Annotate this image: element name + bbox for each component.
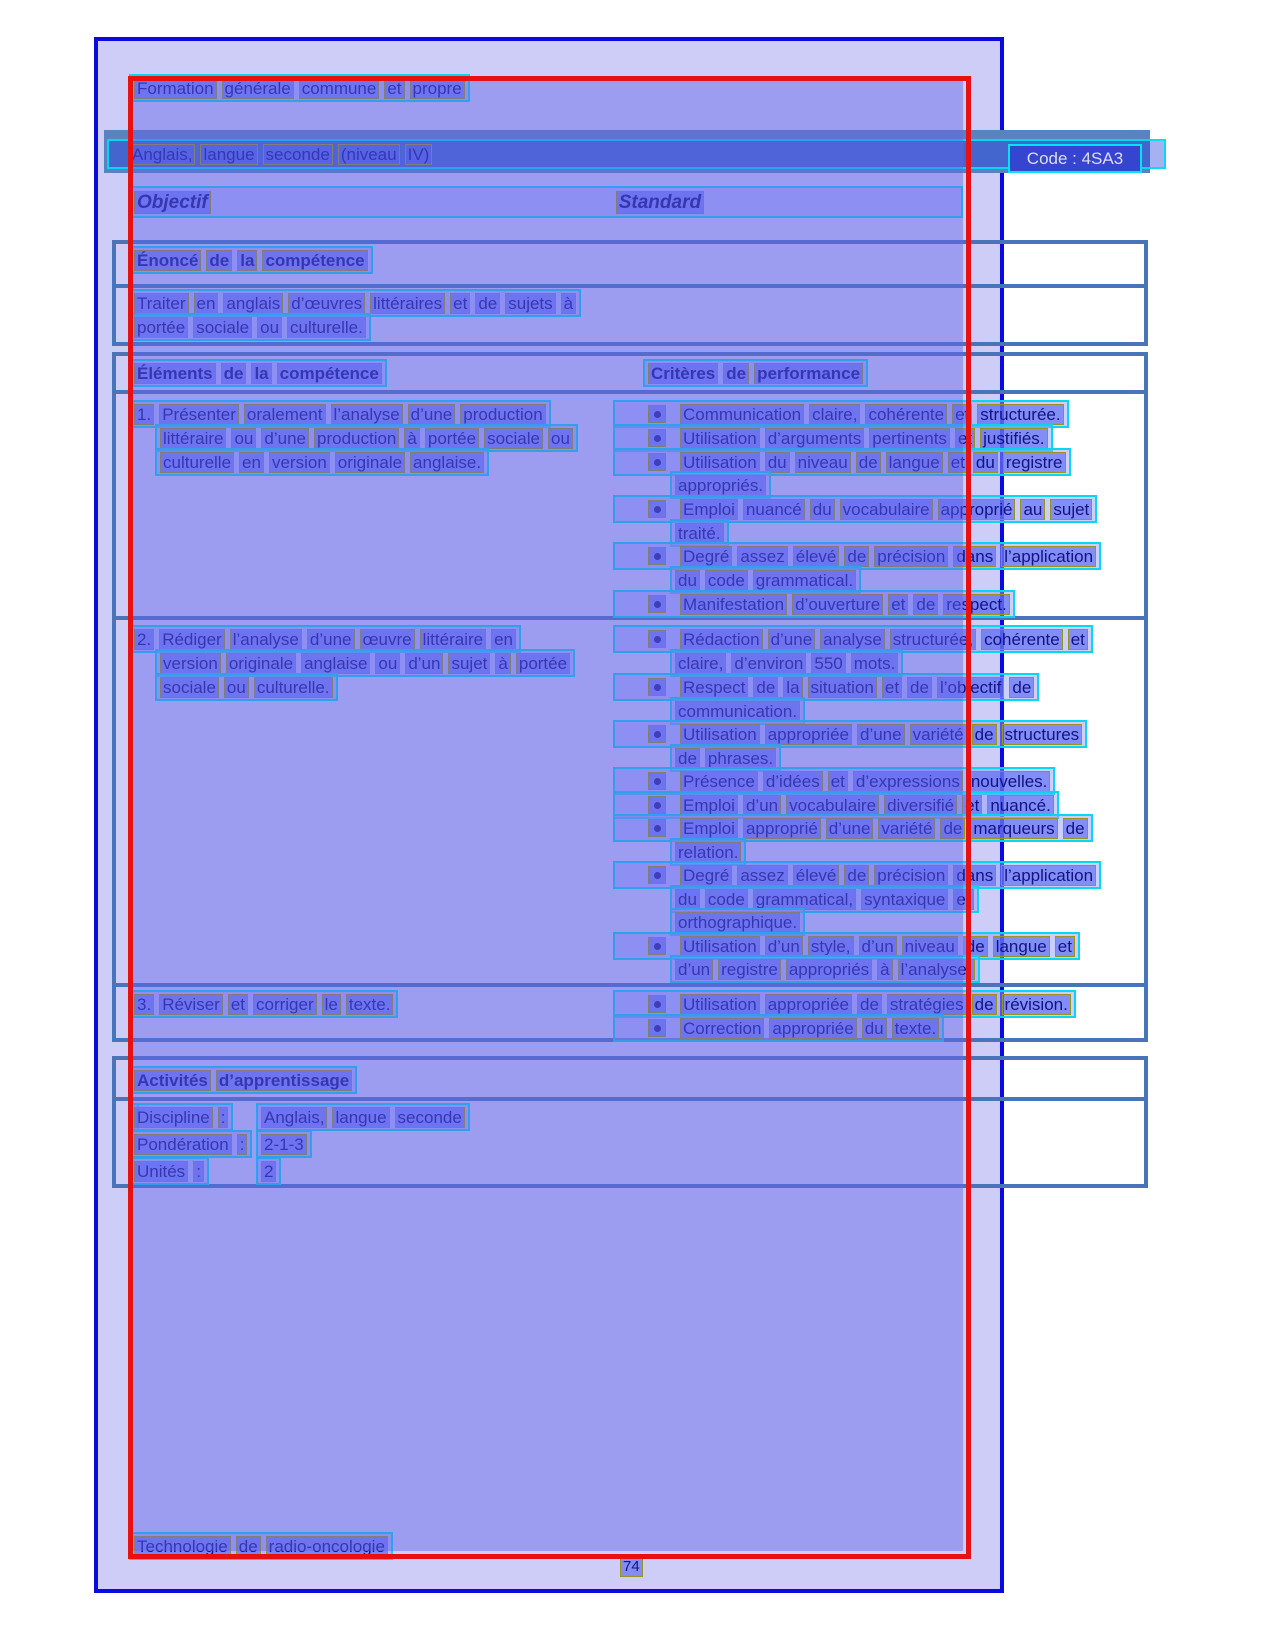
- ocr-word: Formation: [134, 78, 217, 99]
- ocr-word: à: [877, 959, 892, 980]
- ocr-word: littéraire: [420, 629, 486, 650]
- ocr-word: variété: [910, 724, 967, 745]
- bullet-marker: [648, 500, 666, 518]
- ocr-word: et: [962, 795, 982, 816]
- ocr-word: Correction: [680, 1018, 764, 1039]
- bullet-marker: [648, 547, 666, 565]
- element-1-line: [155, 448, 489, 476]
- ocr-word: du: [675, 570, 700, 591]
- ocr-word: syntaxique: [861, 889, 948, 910]
- ocr-word: 1.: [134, 404, 154, 425]
- page-number-value: 74: [620, 1556, 643, 1577]
- ocr-word: Emploi: [680, 499, 738, 520]
- ocr-word: d’œuvres: [288, 293, 365, 314]
- ocr-word: d’environ: [731, 653, 806, 674]
- ocr-word: littéraire: [160, 428, 226, 449]
- ocr-word: l’analyse: [331, 404, 403, 425]
- ocr-word: Anglais,: [261, 1107, 327, 1128]
- ocr-word: culturelle.: [254, 677, 333, 698]
- ocr-word: compétence: [277, 363, 382, 384]
- ocr-word: de: [723, 363, 749, 384]
- footer-sector-label: [129, 1532, 393, 1560]
- ocr-word: en: [194, 293, 219, 314]
- bullet-marker: [648, 819, 666, 837]
- ocr-word: compétence: [262, 250, 367, 271]
- ocr-word: Technologie: [134, 1536, 231, 1557]
- enonce-heading: [129, 246, 373, 274]
- ocr-word: de: [857, 994, 882, 1015]
- ocr-word: approprié: [938, 499, 1016, 520]
- ocr-word: d’expressions: [853, 771, 963, 792]
- ocr-word: Pondération: [134, 1134, 232, 1155]
- elements-heading: [129, 359, 387, 387]
- ocr-word: vocabulaire: [786, 795, 879, 816]
- ocr-word: registre: [718, 959, 781, 980]
- bullet-marker: [648, 1019, 666, 1037]
- ocr-word: au: [1020, 499, 1045, 520]
- ocr-word: élevé: [793, 546, 840, 567]
- ocr-word: précision: [874, 546, 948, 567]
- ocr-word: langue: [332, 1107, 389, 1128]
- ocr-word: stratégies: [887, 994, 967, 1015]
- ocr-word: niveau: [795, 452, 851, 473]
- ocr-word: claire,: [809, 404, 860, 425]
- ocr-word: grammatical.: [753, 570, 856, 591]
- ocr-word: sociale: [484, 428, 543, 449]
- ocr-word: anglais: [223, 293, 283, 314]
- ocr-word: en: [491, 629, 516, 650]
- ocr-word: phrases.: [705, 748, 776, 769]
- ocr-word: analyse: [820, 629, 885, 650]
- discipline-value: [256, 1103, 470, 1131]
- ocr-word: ou: [375, 653, 400, 674]
- ocr-word: de: [844, 865, 869, 886]
- bullet-marker: [648, 453, 666, 471]
- ocr-word: de: [1009, 677, 1034, 698]
- ocr-word: sujets: [505, 293, 555, 314]
- ocr-word: ou: [257, 317, 282, 338]
- ocr-word: ou: [224, 677, 249, 698]
- ocr-word: cohérente: [865, 404, 947, 425]
- ocr-word: (niveau: [338, 144, 400, 165]
- ocr-word: d’une: [307, 629, 355, 650]
- ocr-word: d’une: [768, 629, 816, 650]
- ocr-word: et: [1068, 629, 1088, 650]
- ocr-word: langue: [200, 144, 257, 165]
- page-title: [129, 74, 470, 102]
- ocr-word: la: [237, 250, 257, 271]
- ocr-word: Activités: [134, 1070, 211, 1091]
- ocr-word: Communication: [680, 404, 804, 425]
- ocr-word: code: [705, 570, 748, 591]
- ocr-word: d’une: [857, 724, 905, 745]
- ocr-word: 2: [261, 1161, 276, 1182]
- ocr-word: approprié: [743, 818, 821, 839]
- ocr-word: structurée,: [890, 629, 976, 650]
- ocr-word: générale: [222, 78, 294, 99]
- page-number: [620, 1556, 643, 1577]
- ocr-word: propre: [410, 78, 465, 99]
- ocr-word: relation.: [675, 842, 741, 863]
- element-2-line: [155, 673, 338, 701]
- ocr-word: seconde: [263, 144, 333, 165]
- ocr-word: de: [221, 363, 247, 384]
- ocr-word: littéraires: [370, 293, 445, 314]
- unites-label: [129, 1157, 209, 1185]
- ocr-word: l’analyse: [230, 629, 302, 650]
- ocr-word: nouvelles.: [968, 771, 1051, 792]
- criteres-heading: [643, 359, 868, 387]
- ocr-word: et: [1055, 936, 1075, 957]
- ocr-word: culturelle.: [287, 317, 366, 338]
- ocr-word: précision: [874, 865, 948, 886]
- ocr-word: Respect: [680, 677, 748, 698]
- bullet-marker: [648, 796, 666, 814]
- ocr-word: portée: [425, 428, 479, 449]
- course-code-badge: Code : 4SA3: [1008, 144, 1142, 173]
- ocr-word: assez: [737, 865, 787, 886]
- ocr-word: radio-oncologie: [266, 1536, 388, 1557]
- ocr-word: anglaise: [301, 653, 370, 674]
- ocr-word: et: [450, 293, 470, 314]
- ocr-word: l’application: [1001, 865, 1096, 886]
- ocr-word: oralement: [244, 404, 326, 425]
- ocr-word: de: [963, 936, 988, 957]
- ocr-word: l’analyse.: [898, 959, 975, 980]
- ocr-word: grammatical,: [753, 889, 856, 910]
- ocr-word: portée: [516, 653, 570, 674]
- ocr-word: d’un: [765, 936, 803, 957]
- ocr-word: corriger: [253, 994, 317, 1015]
- ocr-word: à: [561, 293, 576, 314]
- ocr-word: d’une: [261, 428, 309, 449]
- ocr-word: langue: [993, 936, 1050, 957]
- standard-label: Standard: [616, 191, 704, 214]
- ocr-word: et: [955, 428, 975, 449]
- ocr-word: sujet: [1050, 499, 1092, 520]
- ocr-word: de: [1063, 818, 1088, 839]
- ocr-word: culturelle: [160, 452, 234, 473]
- bullet-marker: [648, 405, 666, 423]
- ocr-word: mots.: [851, 653, 899, 674]
- ocr-word: marqueurs: [970, 818, 1057, 839]
- ocr-word: d’une: [826, 818, 874, 839]
- ocr-word: pertinents: [869, 428, 950, 449]
- ocr-word: d’arguments: [765, 428, 865, 449]
- ocr-word: Rédiger: [159, 629, 225, 650]
- ocr-word: originale: [335, 452, 405, 473]
- ocr-word: d’un: [859, 936, 897, 957]
- ponderation-label: [129, 1130, 252, 1158]
- bullet-marker: [648, 429, 666, 447]
- ocr-word: structures: [1002, 724, 1083, 745]
- ocr-word: appropriée: [765, 994, 852, 1015]
- ocr-word: d’apprentissage: [216, 1070, 352, 1091]
- ocr-word: production: [460, 404, 545, 425]
- ocr-word: de: [907, 677, 932, 698]
- ocr-word: appropriés.: [675, 475, 766, 496]
- ocr-word: registre: [1003, 452, 1066, 473]
- ocr-word: :: [193, 1161, 204, 1182]
- ocr-word: respect.: [943, 594, 1009, 615]
- ocr-word: texte.: [892, 1018, 940, 1039]
- ocr-word: sociale: [193, 317, 252, 338]
- ocr-word: version: [269, 452, 330, 473]
- ocr-word: ou: [231, 428, 256, 449]
- bullet-marker: [648, 630, 666, 648]
- ocr-word: orthographique.: [675, 912, 800, 933]
- ocr-word: langue: [886, 452, 943, 473]
- ocr-word: :: [237, 1134, 248, 1155]
- ocr-word: vocabulaire: [840, 499, 933, 520]
- ocr-word: du: [973, 452, 998, 473]
- ocr-word: structurée.: [977, 404, 1063, 425]
- enonce-table-divider: [112, 284, 1148, 288]
- ocr-word: et: [948, 452, 968, 473]
- ocr-word: la: [783, 677, 802, 698]
- ocr-word: cohérente: [981, 629, 1063, 650]
- ocr-word: et: [888, 594, 908, 615]
- ocr-word: Utilisation: [680, 452, 760, 473]
- ocr-word: Degré: [680, 546, 732, 567]
- ocr-word: et: [828, 771, 848, 792]
- ocr-word: du: [675, 889, 700, 910]
- ocr-word: texte.: [346, 994, 394, 1015]
- ocr-word: Utilisation: [680, 936, 760, 957]
- ocr-word: d’une: [408, 404, 456, 425]
- ocr-word: Critères: [648, 363, 718, 384]
- elements-header-divider: [112, 390, 1148, 394]
- critere-line: [613, 1014, 944, 1042]
- ocr-word: dans: [953, 546, 996, 567]
- ocr-word: Discipline: [134, 1107, 213, 1128]
- ocr-word: l’application: [1001, 546, 1096, 567]
- ocr-word: diversifié: [884, 795, 957, 816]
- ocr-word: niveau: [902, 936, 958, 957]
- ocr-word: et: [384, 78, 404, 99]
- ocr-word: du: [765, 452, 790, 473]
- ponderation-value: [256, 1130, 312, 1158]
- ocr-word: de: [972, 994, 997, 1015]
- ocr-word: Énoncé: [134, 250, 201, 271]
- unites-value: [256, 1157, 281, 1185]
- ocr-word: style,: [808, 936, 854, 957]
- ocr-word: appropriés: [786, 959, 872, 980]
- ocr-word: de: [236, 1536, 261, 1557]
- ocr-word: Emploi: [680, 795, 738, 816]
- ocr-word: Anglais,: [129, 144, 195, 165]
- critere-line: [613, 590, 1015, 618]
- ocr-word: justifiés.: [980, 428, 1047, 449]
- ocr-word: 2-1-3: [261, 1134, 307, 1155]
- ocr-word: Emploi: [680, 818, 738, 839]
- ocr-word: d’ouverture: [792, 594, 883, 615]
- ocr-word: du: [810, 499, 835, 520]
- ocr-word: du: [862, 1018, 887, 1039]
- ocr-word: à: [404, 428, 419, 449]
- ocr-word: Utilisation: [680, 994, 760, 1015]
- ocr-word: communication.: [675, 701, 800, 722]
- ocr-word: anglaise.: [410, 452, 484, 473]
- ocr-word: Manifestation: [680, 594, 787, 615]
- ocr-word: de: [940, 818, 965, 839]
- bullet-marker: [648, 678, 666, 696]
- objectif-label: Objectif: [134, 191, 211, 214]
- ocr-word: Éléments: [134, 363, 216, 384]
- ocr-word: l’objectif: [937, 677, 1004, 698]
- ocr-word: performance: [754, 363, 863, 384]
- ocr-word: révision.: [1002, 994, 1071, 1015]
- ocr-word: assez: [737, 546, 787, 567]
- element-3-line: [129, 990, 398, 1018]
- ocr-word: d’idées: [763, 771, 823, 792]
- ocr-word: appropriée: [769, 1018, 856, 1039]
- ocr-word: IV): [405, 144, 433, 165]
- ocr-word: et: [952, 404, 972, 425]
- bullet-marker: [648, 595, 666, 613]
- ocr-word: Utilisation: [680, 724, 760, 745]
- ocr-word: la: [251, 363, 271, 384]
- column-headers: [129, 186, 963, 218]
- ocr-word: commune: [299, 78, 380, 99]
- ocr-word: d’un: [405, 653, 443, 674]
- ocr-word: de: [913, 594, 938, 615]
- ocr-word: nuancé.: [987, 795, 1054, 816]
- ocr-word: version: [160, 653, 221, 674]
- ocr-word: d’un: [675, 959, 713, 980]
- ocr-word: code: [705, 889, 748, 910]
- ocr-word: ou: [548, 428, 573, 449]
- ocr-word: et: [882, 677, 902, 698]
- ocr-word: originale: [226, 653, 296, 674]
- enonce-line: [129, 313, 371, 341]
- ocr-word: de: [675, 748, 700, 769]
- bullet-marker: [648, 866, 666, 884]
- ocr-word: situation: [808, 677, 877, 698]
- ocr-word: dans: [953, 865, 996, 886]
- bullet-marker: [648, 725, 666, 743]
- ocr-word: œuvre: [360, 629, 415, 650]
- ocr-word: sujet: [448, 653, 490, 674]
- ocr-word: de: [856, 452, 881, 473]
- ocr-word: traité.: [675, 523, 724, 544]
- bullet-marker: [648, 937, 666, 955]
- ocr-word: de: [753, 677, 778, 698]
- ocr-word: Utilisation: [680, 428, 760, 449]
- ocr-word: de: [972, 724, 997, 745]
- ocr-word: 550: [811, 653, 845, 674]
- ocr-word: à: [495, 653, 510, 674]
- ocr-word: de: [844, 546, 869, 567]
- ocr-word: élevé: [793, 865, 840, 886]
- ocr-word: de: [206, 250, 232, 271]
- bullet-marker: [648, 995, 666, 1013]
- ocr-word: de: [475, 293, 500, 314]
- ocr-word: Rédaction: [680, 629, 763, 650]
- ocr-word: et: [228, 994, 248, 1015]
- ocr-word: production: [314, 428, 399, 449]
- discipline-label: [129, 1103, 233, 1131]
- ocr-word: 3.: [134, 994, 154, 1015]
- ocr-word: Présence: [680, 771, 758, 792]
- ocr-word: Unités: [134, 1161, 188, 1182]
- ocr-word: d’un: [743, 795, 781, 816]
- ocr-word: claire,: [675, 653, 726, 674]
- ocr-word: Réviser: [159, 994, 223, 1015]
- ocr-word: Degré: [680, 865, 732, 886]
- elements-row-divider-2: [112, 983, 1148, 987]
- ocr-word: :: [218, 1107, 229, 1128]
- ocr-word: appropriée: [765, 724, 852, 745]
- activites-header-divider: [112, 1097, 1148, 1101]
- critere-line: [670, 955, 980, 983]
- ocr-word: sociale: [160, 677, 219, 698]
- ocr-word: le: [322, 994, 341, 1015]
- ocr-word: seconde: [395, 1107, 465, 1128]
- ocr-word: portée: [134, 317, 188, 338]
- bullet-marker: [648, 772, 666, 790]
- ocr-word: Traiter: [134, 293, 189, 314]
- ocr-word: variété: [878, 818, 935, 839]
- ocr-word: Présenter: [159, 404, 239, 425]
- ocr-word: nuancé: [743, 499, 805, 520]
- activites-heading: [129, 1066, 357, 1094]
- ocr-word: 2.: [134, 629, 154, 650]
- ocr-word: et: [953, 889, 973, 910]
- ocr-word: en: [239, 452, 264, 473]
